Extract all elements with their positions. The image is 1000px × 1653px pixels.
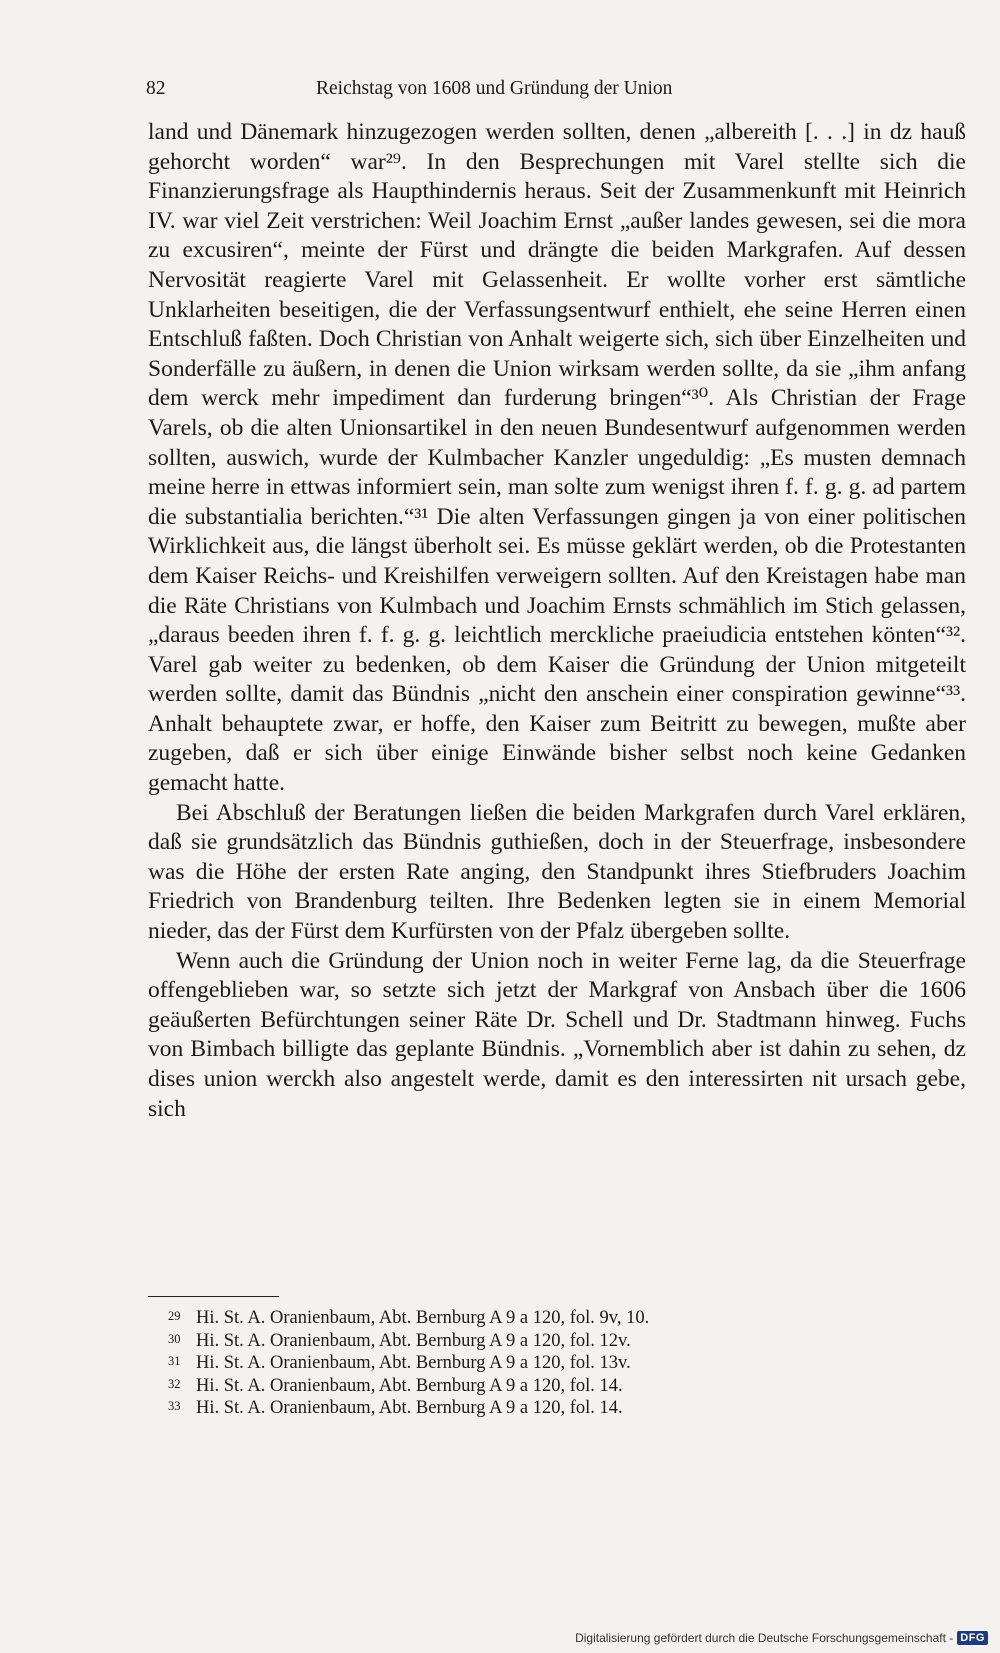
digitization-credit: [575, 1631, 988, 1645]
footnote-text: Hi. St. A. Oranienbaum, Abt. Bernburg A 9 a 120, fol. 12v.: [196, 1330, 631, 1351]
body-text: [148, 118, 966, 1124]
footnote: [168, 1352, 868, 1375]
footnotes: [168, 1307, 868, 1420]
credit-text: Digitalisierung gefördert durch die Deutsche Forschungsgemeinschaft -: [575, 1631, 954, 1645]
running-title: Reichstag von 1608 und Gründung der Union: [316, 78, 673, 99]
footnote-mark: 33: [168, 1399, 181, 1414]
footnote-text: Hi. St. A. Oranienbaum, Abt. Bernburg A 9 a 120, fol. 14.: [196, 1398, 623, 1419]
footnote: [168, 1397, 868, 1420]
footnote-rule: [148, 1296, 279, 1297]
running-head: [146, 78, 768, 100]
footnote: [168, 1375, 868, 1398]
paragraph: Bei Abschluß der Beratungen ließen die beiden Markgrafen durch Varel erklären, daß sie grundsätzlich das Bündnis guthießen, doch in der Steuerfrage, insbesondere was die Höhe der ersten Rate anging, den Standpunkt ihres Stiefbruders Joachim Friedrich von Brandenburg teilten. Ihre Bedenken legten sie in einem Memorial nieder, das der Fürst dem Kurfürsten von der Pfalz übergeben sollte.: [148, 799, 966, 945]
footnote: [168, 1330, 868, 1353]
paragraph: Wenn auch die Gründung der Union noch in weiter Ferne lag, da die Steuerfrage offengeblieben war, so setzte sich jetzt der Markgraf von Ansbach über die 1606 geäußerten Befürchtungen seiner Räte Dr. Schell und Dr. Stadtmann hinweg. Fuchs von Bimbach billigte das geplante Bündnis. „Vornemblich aber ist dahin zu sehen, dz dises union werckh also angestelt werde, damit es den interessirten nit ursach gebe, sich: [148, 947, 966, 1122]
footnote-mark: 30: [168, 1331, 181, 1346]
footnote-text: Hi. St. A. Oranienbaum, Abt. Bernburg A 9 a 120, fol. 14.: [196, 1375, 623, 1396]
dfg-logo-icon: DFG: [957, 1631, 988, 1645]
footnote-mark: 32: [168, 1376, 181, 1391]
footnote-mark: 31: [168, 1354, 181, 1369]
footnote: [168, 1307, 868, 1330]
footnote-text: Hi. St. A. Oranienbaum, Abt. Bernburg A 9 a 120, fol. 9v, 10.: [196, 1308, 650, 1328]
footnote-mark: 29: [168, 1309, 181, 1323]
paragraph: land und Dänemark hinzugezogen werden sollten, denen „albereith [. . .] in dz hauß gehorcht worden“ war²⁹. In den Besprechungen mit Varel stellte sich die Finanzierungsfrage als Haupthindernis heraus. Seit der Zusammenkunft mit Heinrich IV. war viel Zeit verstrichen: Weil Joachim Ernst „außer landes gewesen, sei die mora zu excusiren“, meinte der Fürst und drängte die beiden Markgrafen. Auf dessen Nervosität reagierte Varel mit Gelassenheit. Er wollte vorher erst sämtliche Unklarheiten beseitigen, die der Verfassungsentwurf enthielt, ehe seine Herren einen Entschluß faßten. Doch Christian von Anhalt weigerte sich, sich über Einzelheiten und Sonderfälle zu äußern, in denen die Union wirksam werden sollte, da sie „ihm anfang dem werck mehr impediment dan furderung bringen“³⁰. Als Christian der Frage Varels, ob die alten Unionsartikel in den neuen Bundesentwurf aufgenommen werden sollten, auswich, wurde der Kulmbacher Kanzler ungeduldig: „Es musten demnach meine herre in ettwas informiert sein, man solte zum wenigst ihren f. f. g. g. ad partem die substantialia berichten.“³¹ Die alten Verfassungen gingen ja von einer politischen Wirklichkeit aus, die längst überholt sei. Es müsse geklärt werden, ob die Protestanten dem Kaiser Reichs- und Kreishilfen verweigern sollten. Auf den Kreistagen habe man die Räte Christians von Kulmbach und Joachim Ernsts schmählich im Stich gelassen, „daraus beeden ihren f. f. g. g. leichtlich merckliche praeiudicia entstehen könten“³². Varel gab weiter zu bedenken, ob dem Kaiser die Gründung der Union mitgeteilt werden sollte, damit das Bündnis „nicht den anschein einer conspiration gewinne“³³. Anhalt behauptete zwar, er hoffe, den Kaiser zum Beitritt zu bewegen, mußte aber zugeben, daß er sich über einige Einwände bisher selbst noch keine Gedanken gemacht hatte.: [148, 119, 966, 797]
footnote-text: Hi. St. A. Oranienbaum, Abt. Bernburg A 9 a 120, fol. 13v.: [196, 1353, 631, 1374]
page-number: 82: [146, 78, 166, 99]
